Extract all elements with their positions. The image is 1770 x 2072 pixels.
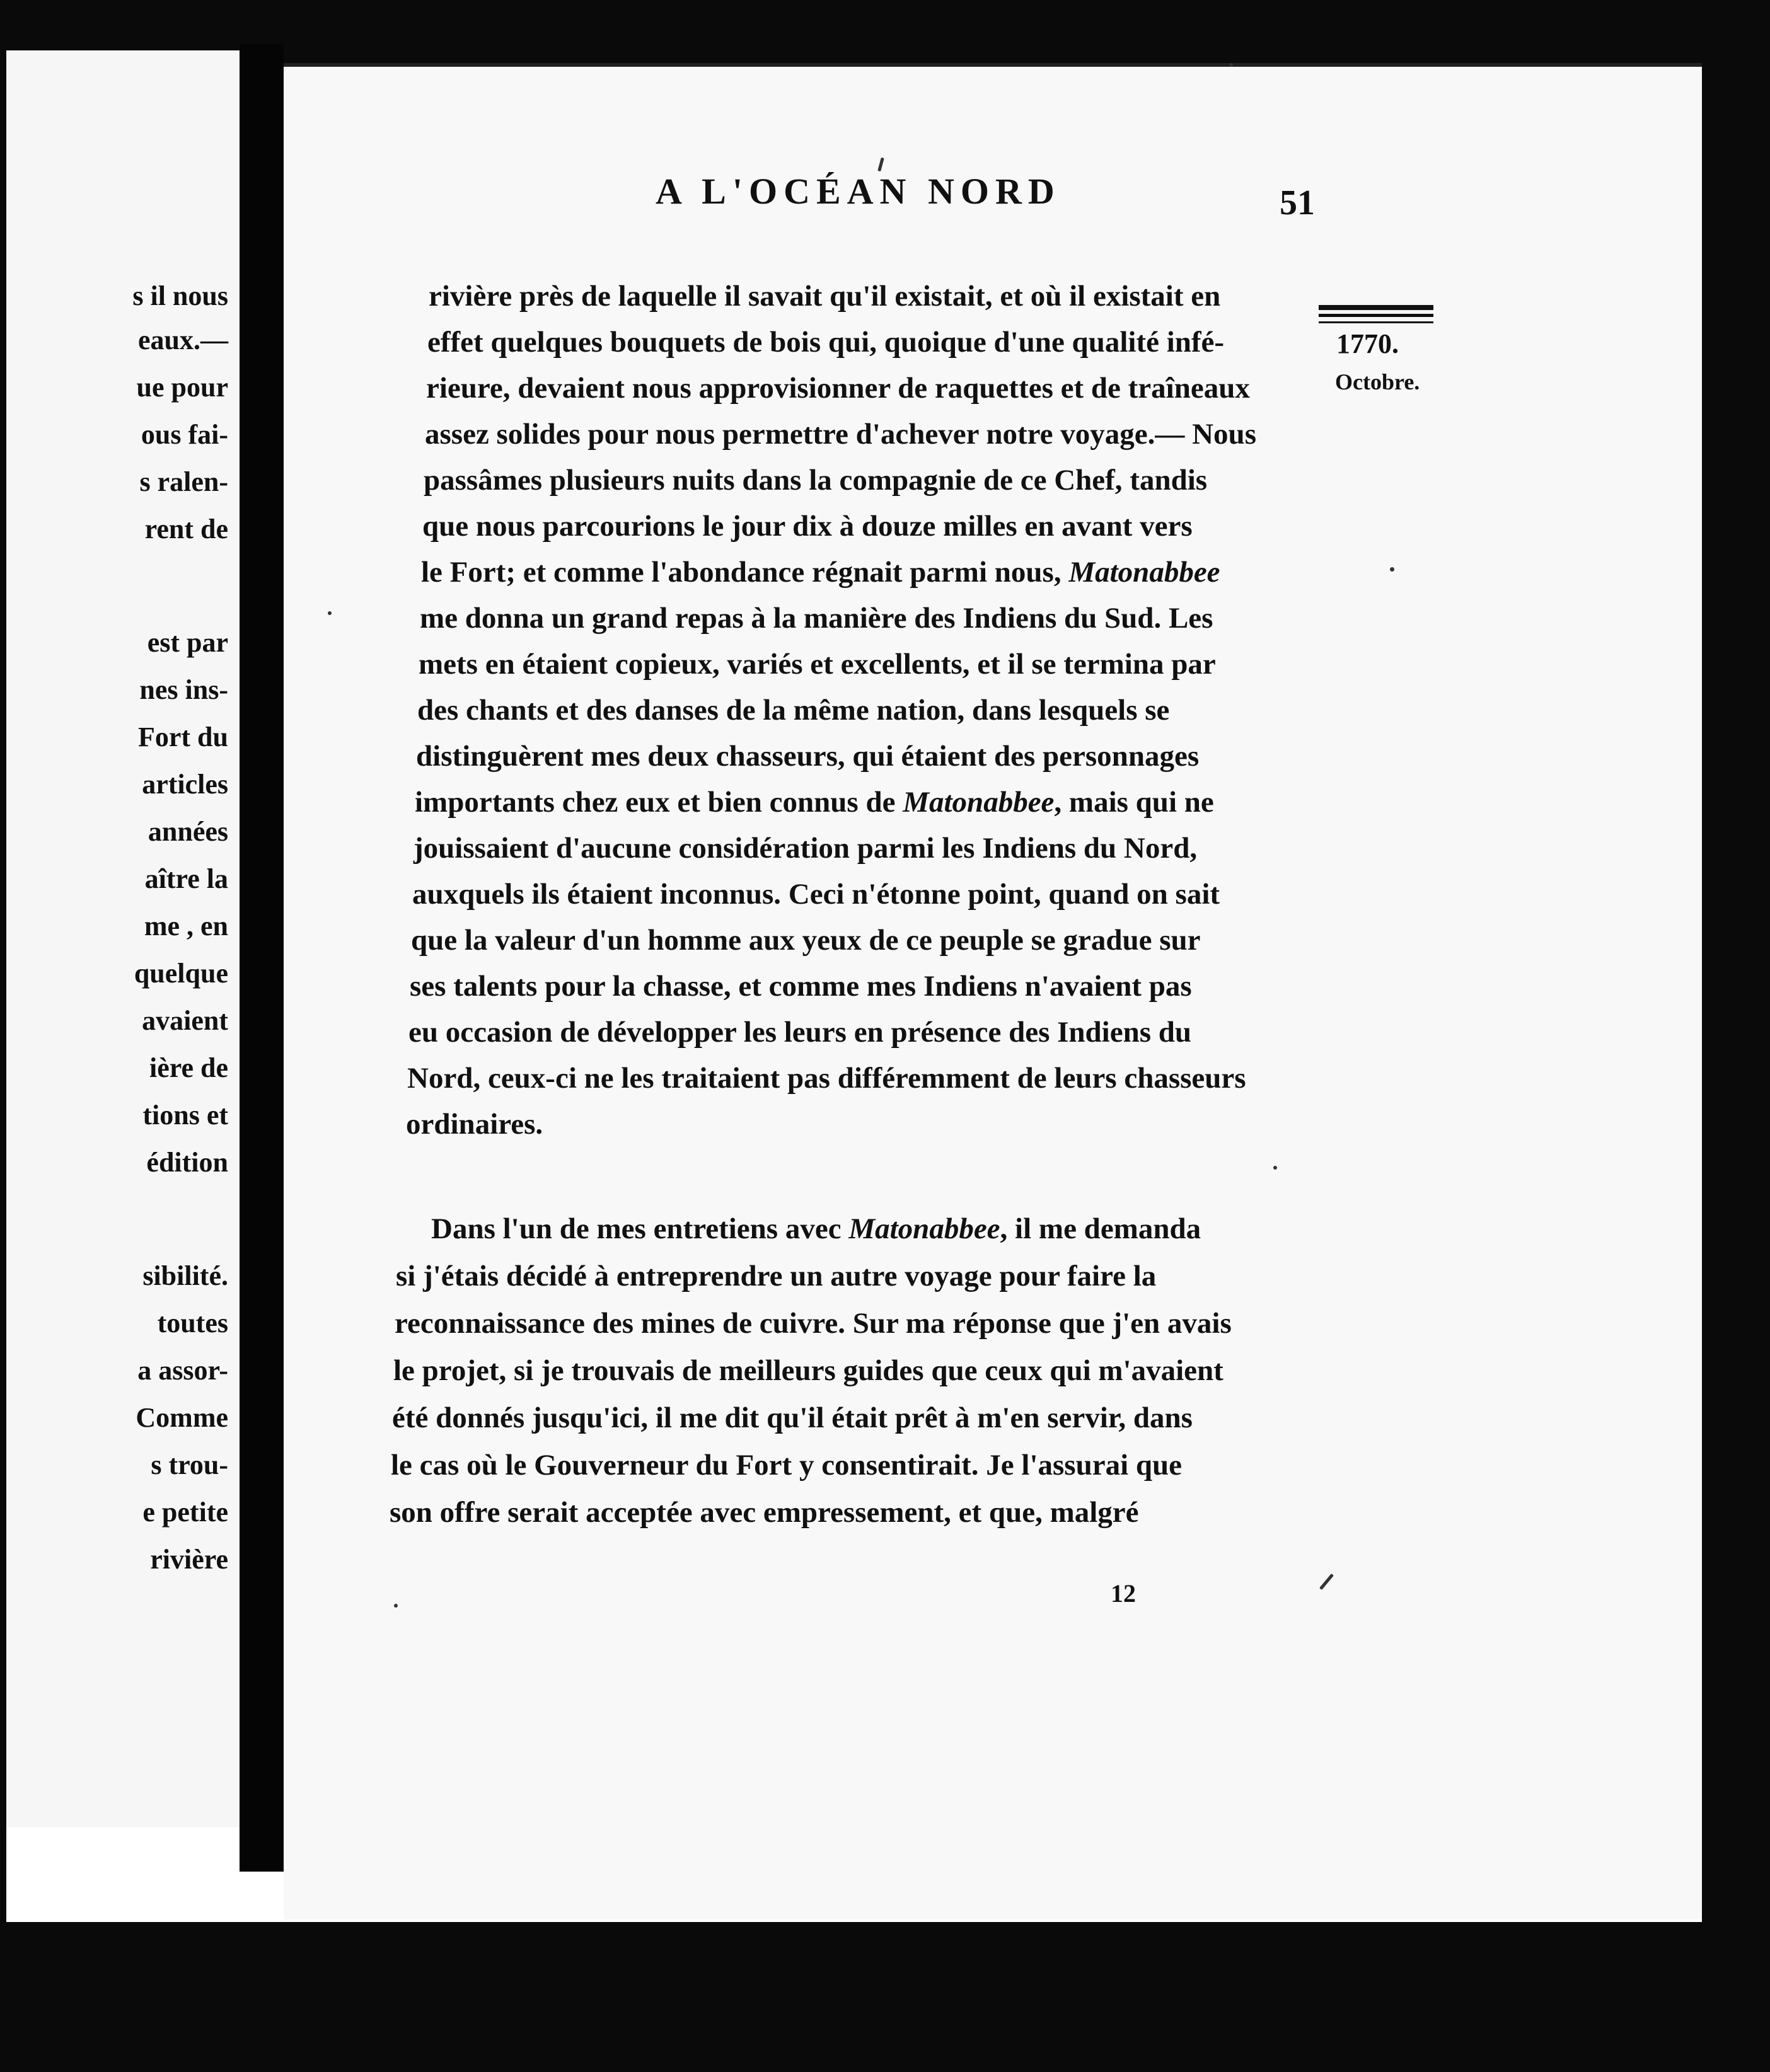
left-page-line: a assor- xyxy=(137,1355,228,1386)
text-line: distinguèrent mes deux chasseurs, qui étaient des personnages xyxy=(416,740,1200,773)
left-page-line: ue pour xyxy=(136,372,228,403)
margin-rule xyxy=(1319,305,1433,310)
text-line: Nord, ceux-ci ne les traitaient pas différemment de leurs chasseurs xyxy=(407,1062,1246,1095)
left-page-line: avaient xyxy=(142,1005,228,1036)
text-line: eu occasion de développer les leurs en présence des Indiens du xyxy=(408,1016,1192,1049)
margin-rule xyxy=(1319,314,1433,317)
text-line: rieure, devaient nous approvisionner de raquettes et de traîneaux xyxy=(426,372,1250,405)
margin-note-month: Octobre. xyxy=(1335,369,1420,394)
left-page-line: quelque xyxy=(134,958,228,989)
text-line: le projet, si je trouvais de meilleurs guides que ceux qui m'avaient xyxy=(393,1354,1223,1387)
text-line: que la valeur d'un homme aux yeux de ce peuple se gradue sur xyxy=(411,924,1201,957)
text-line: mets en étaient copieux, variés et excellents, et il se termina par xyxy=(419,648,1216,681)
scan-speck xyxy=(1229,63,1233,67)
previous-page-fragment xyxy=(6,50,240,1827)
page-number: 51 xyxy=(1280,183,1315,222)
text-line: son offre serait acceptée avec empressement, et que, malgré xyxy=(390,1496,1139,1529)
left-page-line: rent de xyxy=(144,514,228,544)
left-page-line: aître la xyxy=(144,863,228,894)
text-line: importants chez eux et bien connus de Matonabbee, mais qui ne xyxy=(415,786,1214,819)
proper-name: Matonabbee xyxy=(1068,556,1220,589)
left-page-line: e petite xyxy=(142,1497,228,1528)
scan-speck xyxy=(1273,1166,1277,1170)
book-gutter xyxy=(240,44,284,1872)
proper-name: Matonabbee xyxy=(848,1212,1000,1245)
left-page-line: nes ins- xyxy=(139,674,228,705)
left-page-line: ous fai- xyxy=(141,419,228,450)
margin-rule xyxy=(1319,321,1433,323)
text-line: le cas où le Gouverneur du Fort y consentirait. Je l'assurai que xyxy=(391,1449,1183,1482)
left-page-line: articles xyxy=(142,769,228,800)
running-title: A L'OCÉAN NORD xyxy=(656,171,1061,212)
left-page-line: ière de xyxy=(149,1052,228,1083)
text-line: le Fort; et comme l'abondance régnait parmi nous, Matonabbee xyxy=(421,556,1220,589)
text-line: jouissaient d'aucune considération parmi les Indiens du Nord, xyxy=(414,832,1198,865)
text-line: me donna un grand repas à la manière des Indiens du Sud. Les xyxy=(420,602,1213,635)
left-page-line: années xyxy=(148,816,228,847)
text-line: Dans l'un de mes entretiens avec Matonabbee, il me demanda xyxy=(431,1212,1201,1245)
left-page-line: s il nous xyxy=(132,280,228,311)
scan-border-bottom xyxy=(0,1922,1770,2072)
margin-note-year: 1770. xyxy=(1336,328,1399,359)
proper-name: Matonabbee xyxy=(903,786,1055,819)
text-line: effet quelques bouquets de bois qui, quoique d'une qualité infé- xyxy=(427,326,1225,359)
scan-speck xyxy=(328,611,332,615)
scan-speck xyxy=(394,1604,398,1608)
left-page-line: édition xyxy=(146,1147,228,1178)
text-line: ses talents pour la chasse, et comme mes Indiens n'avaient pas xyxy=(410,970,1192,1003)
text-line: été donnés jusqu'ici, il me dit qu'il était prêt à m'en servir, dans xyxy=(392,1401,1193,1434)
left-page-line: toutes xyxy=(157,1308,228,1338)
scan-border-right xyxy=(1702,0,1770,2072)
left-page-line: sibilité. xyxy=(142,1260,228,1291)
left-page-line: tions et xyxy=(142,1100,228,1131)
left-page-line: s ralen- xyxy=(139,466,228,497)
text-line: ordinaires. xyxy=(406,1108,543,1141)
left-page-line: rivière xyxy=(150,1544,228,1575)
scan-speck xyxy=(1390,567,1394,572)
text-line: rivière près de laquelle il savait qu'il existait, et où il existait en xyxy=(429,280,1221,313)
left-page-line: Comme xyxy=(136,1402,228,1433)
left-page-line: s trou- xyxy=(151,1449,228,1480)
text-line: auxquels ils étaient inconnus. Ceci n'étonne point, quand on sait xyxy=(412,878,1220,911)
signature-mark: 12 xyxy=(1111,1579,1136,1608)
text-line: passâmes plusieurs nuits dans la compagnie de ce Chef, tandis xyxy=(424,464,1208,497)
left-page-line: Fort du xyxy=(138,722,228,752)
left-page-line: me , en xyxy=(144,911,228,941)
left-page-line: est par xyxy=(147,627,228,658)
text-line: assez solides pour nous permettre d'achever notre voyage.— Nous xyxy=(425,418,1256,451)
text-line: si j'étais décidé à entreprendre un autre voyage pour faire la xyxy=(396,1260,1157,1292)
scan-border-left xyxy=(0,0,6,2072)
left-page-line: eaux.— xyxy=(138,325,228,355)
text-line: que nous parcourions le jour dix à douze milles en avant vers xyxy=(422,510,1193,543)
text-line: reconnaissance des mines de cuivre. Sur ma réponse que j'en avais xyxy=(395,1307,1232,1340)
text-line: des chants et des danses de la même nation, dans lesquels se xyxy=(417,694,1170,727)
